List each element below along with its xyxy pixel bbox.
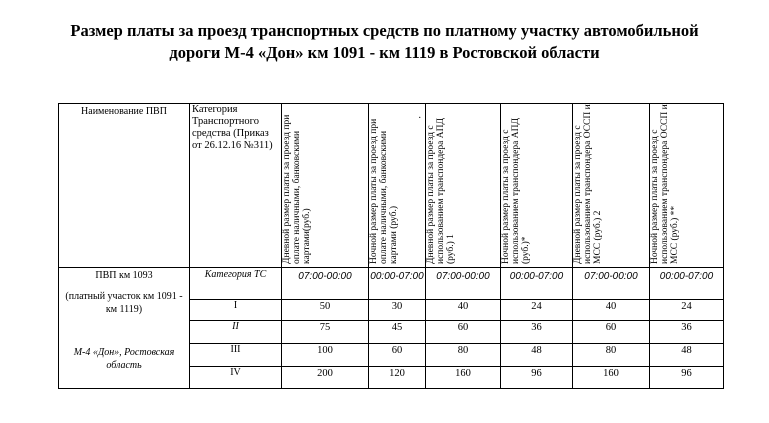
fee-cell: 80: [426, 344, 501, 367]
document-title: [0, 20, 769, 64]
category-cell: II: [190, 321, 282, 344]
fee-cell: 40: [426, 300, 501, 321]
fee-cell: 60: [426, 321, 501, 344]
time-row: [59, 268, 724, 300]
header-col-4-text: Ночной размер платы за проезд с использованием транспондера АПД (руб.)*: [501, 118, 531, 264]
time-cell: 00:00-07:00: [650, 268, 724, 300]
header-col-6: [650, 104, 724, 268]
header-col-2-text: Ночной размер платы за проезд при оплате наличными, банковскими картами (руб.): [369, 118, 399, 264]
fee-cell: 36: [501, 321, 573, 344]
fee-cell: 24: [501, 300, 573, 321]
ppv-cell: [59, 268, 190, 389]
fee-cell: 40: [573, 300, 650, 321]
header-col-6-text: Ночной размер платы за проезд с использованием транспондера ОССП и МСС (руб.) **: [650, 104, 680, 264]
fee-cell: 60: [369, 344, 426, 367]
tariff-table: [58, 103, 724, 389]
fee-cell: 96: [650, 367, 724, 389]
category-cell: IV: [190, 367, 282, 389]
title-line-2: дороги М-4 «Дон» км 1091 - км 1119 в Ростовской области: [169, 43, 600, 62]
header-col-1: [282, 104, 369, 268]
header-ppv-name: Наименование ПВП: [59, 104, 190, 268]
fee-cell: 48: [501, 344, 573, 367]
fee-cell: 100: [282, 344, 369, 367]
header-col-1-text: Дневной размер платы за проезд при оплате наличными, банковскими картами(руб.): [282, 114, 312, 264]
fee-cell: 200: [282, 367, 369, 389]
header-col-3: [426, 104, 501, 268]
fee-cell: 24: [650, 300, 724, 321]
fee-cell: 48: [650, 344, 724, 367]
time-cell: 07:00-00:00: [573, 268, 650, 300]
fee-cell: 80: [573, 344, 650, 367]
fee-cell: 60: [573, 321, 650, 344]
header-dot-mark: .: [418, 110, 421, 121]
fee-cell: 45: [369, 321, 426, 344]
time-cell: 00:00-07:00: [501, 268, 573, 300]
fee-cell: 75: [282, 321, 369, 344]
header-col-5-text: Дневной размер платы за проезд с использованием транспондера ОССП и МСС (руб.) 2: [573, 104, 603, 264]
fee-cell: 36: [650, 321, 724, 344]
header-row: [59, 104, 724, 268]
header-col-3-text: Дневной размер платы за проезд с использованием транспондера АПД (руб.) 1: [426, 118, 456, 264]
header-vehicle-category: Категория Транспортного средства (Приказ от 26.12.16 №311): [190, 104, 282, 268]
fee-cell: 50: [282, 300, 369, 321]
fee-cell: 30: [369, 300, 426, 321]
header-col-4: [501, 104, 573, 268]
fee-cell: 160: [573, 367, 650, 389]
category-cell: I: [190, 300, 282, 321]
fee-cell: 96: [501, 367, 573, 389]
ppv-section: (платный участок км 1091 - км 1119): [65, 291, 183, 315]
time-cell: 00:00-07:00: [369, 268, 426, 300]
time-cell: 07:00-00:00: [426, 268, 501, 300]
time-cell: 07:00-00:00: [282, 268, 369, 300]
fee-cell: 120: [369, 367, 426, 389]
header-col-2: [369, 104, 426, 268]
fee-cell: 160: [426, 367, 501, 389]
title-line-1: Размер платы за проезд транспортных средств по платному участку автомобильной: [70, 21, 699, 40]
category-header: Категория ТС: [190, 268, 282, 300]
ppv-location: М-4 «Дон», Ростовская область: [73, 347, 175, 371]
category-cell: III: [190, 344, 282, 367]
header-col-5: [573, 104, 650, 268]
ppv-name: ПВП км 1093: [95, 270, 153, 281]
